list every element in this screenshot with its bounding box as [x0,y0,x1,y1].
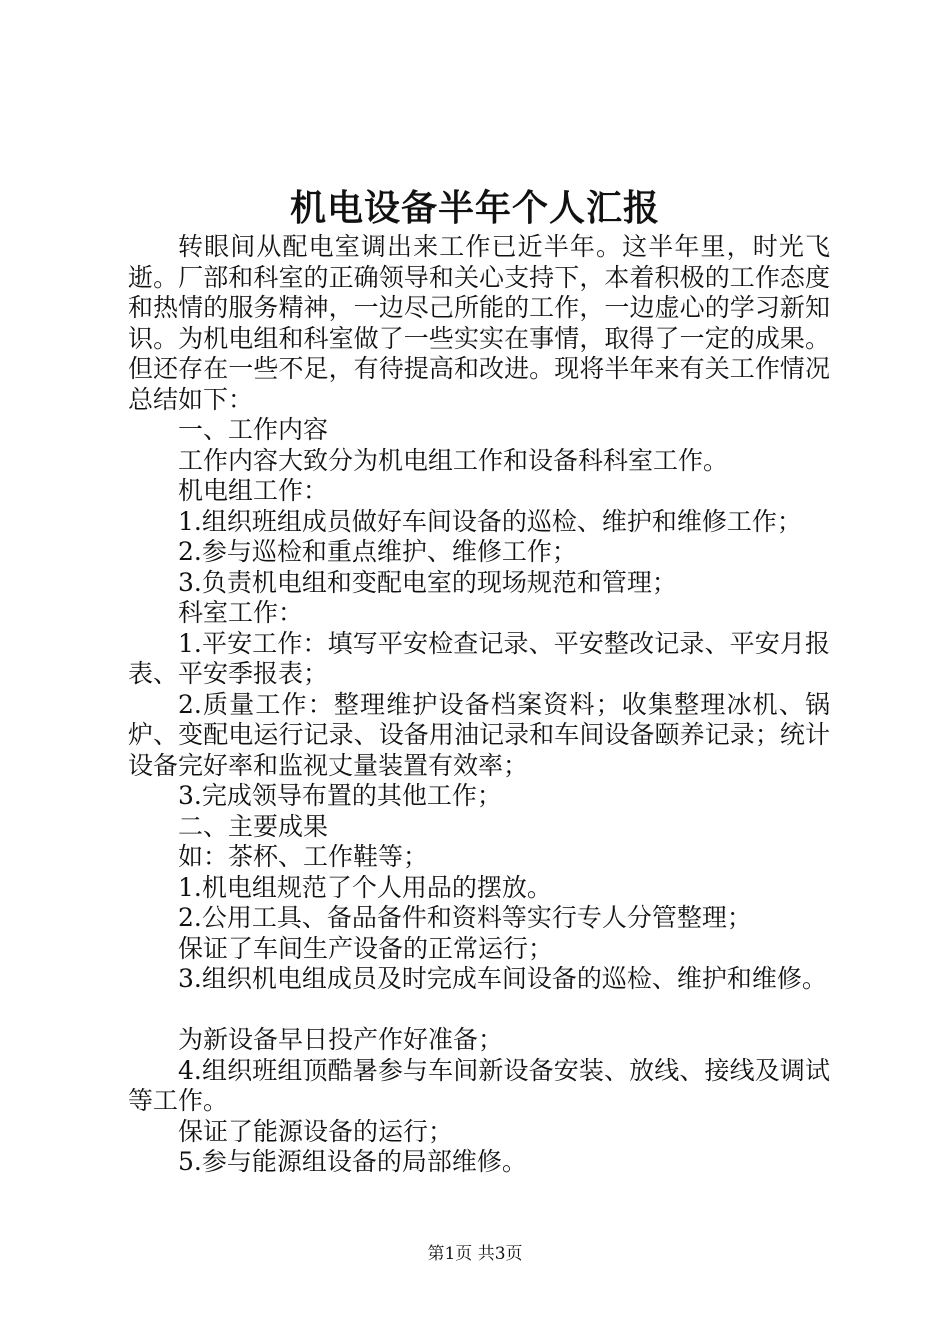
paragraph: 保证了车间生产设备的正常运行； [178,933,554,963]
section-heading-main-results: 二、主要成果 [178,811,329,841]
list-item: 2.参与巡检和重点维护、维修工作； [178,537,577,566]
list-item: 1.组织班组成员做好车间设备的巡检、维护和维修工作； [178,506,802,536]
blank-line [128,995,830,1026]
subheading-mechanical-group: 机电组工作： [178,476,329,505]
list-item: 4.组织班组顶酷暑参与车间新设备安装、放线、接线及调试等工作。 [128,1055,830,1115]
section-heading-work-content: 一、工作内容 [178,415,329,444]
list-item: 1.平安工作：填写平安检查记录、平安整改记录、平安月报表、平安季报表； [128,628,830,688]
list-item: 5.参与能源组设备的局部维修。 [178,1147,527,1176]
list-item: 1.机电组规范了个人用品的摆放。 [178,872,552,902]
paragraph: 工作内容大致分为机电组工作和设备科科室工作。 [178,445,729,475]
paragraph: 为新设备早日投产作好准备； [178,1025,504,1054]
list-item: 2.公用工具、备品备件和资料等实行专人分管整理； [178,903,752,932]
paragraph: 如：茶杯、工作鞋等； [178,842,429,871]
list-item: 3.负责机电组和变配电室的现场规范和管理； [178,567,677,597]
paragraph-intro: 转眼间从配电室调出来工作已近半年。这半年里，时光飞逝。厂部和科室的正确领导和关心支持下，本着积极的工作态度和热情的服务精神，一边尽己所能的工作，一边虚心的学习新知识。为机电组和科室做了一些实实在事情，取得了一定的成果。但还存在一些不足，有待提高和改进。现将半年来有关工作情况总结如下： [128,232,830,414]
page-footer: 第1页 共3页 [427,1244,523,1264]
paragraph: 保证了能源设备的运行； [178,1116,454,1146]
list-item: 3.完成领导布置的其他工作； [178,781,502,810]
list-item: 2.质量工作：整理维护设备档案资料；收集整理冰机、锅炉、变配电运行记录、设备用油记录和车间设备颐养记录；统计设备完好率和监视丈量装置有效率； [128,689,830,780]
list-item: 3.组织机电组成员及时完成车间设备的巡检、维护和维修。 [178,964,827,993]
document-title: 机电设备半年个人汇报 [289,187,660,229]
subheading-office-work: 科室工作： [178,598,304,627]
document-body [128,232,830,1178]
